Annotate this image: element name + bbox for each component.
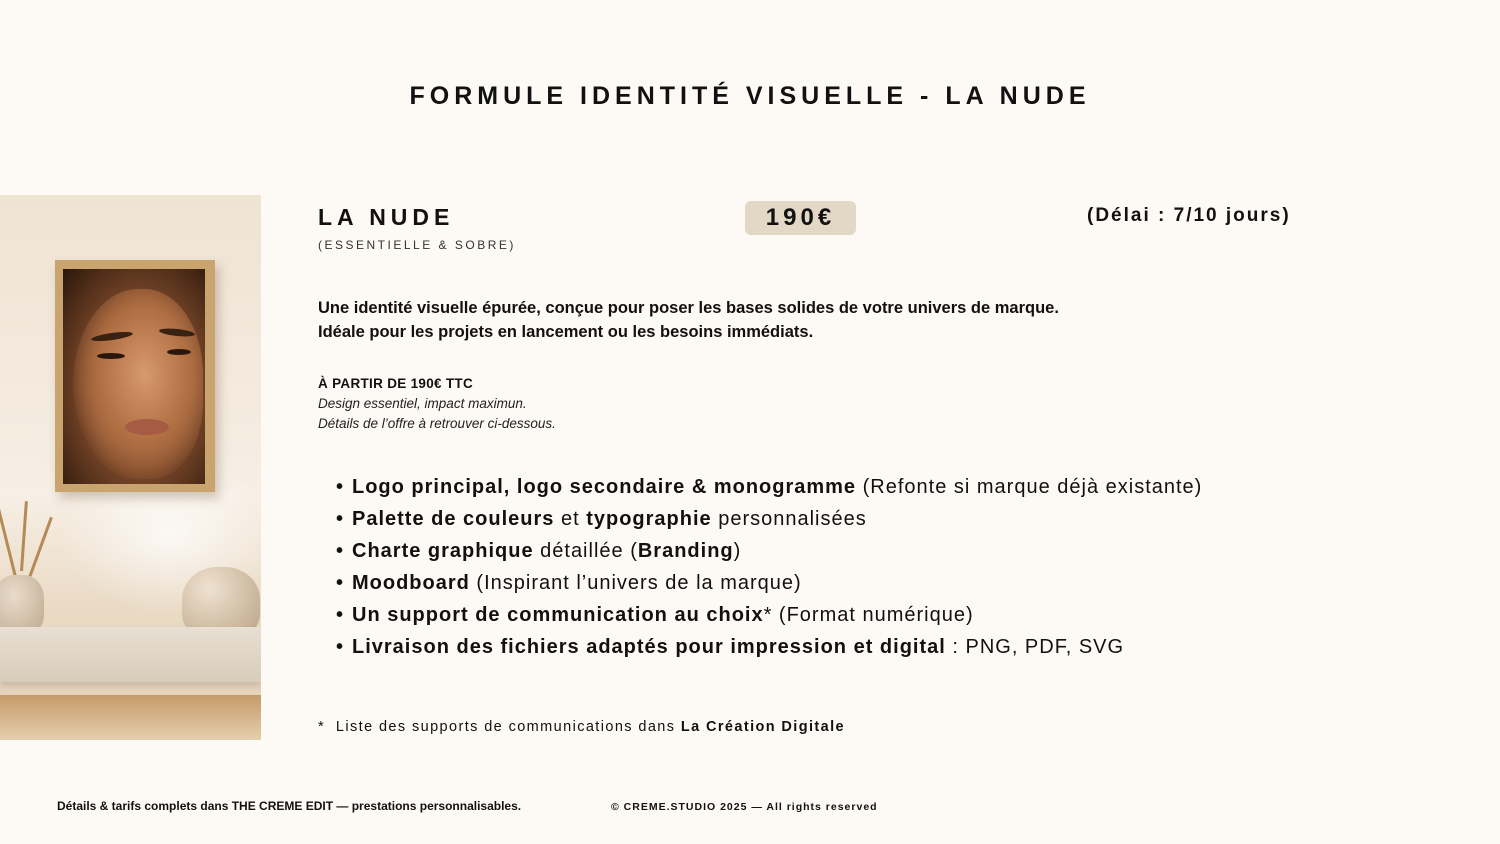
footnote-link-label: La Création Digitale [680, 719, 846, 735]
portrait-image [63, 269, 205, 484]
description-line-1: Une identité visuelle épurée, conçue pour poser les bases solides de votre univers de marque. [318, 299, 1059, 317]
footnote-star: * [318, 719, 326, 735]
vase-left [0, 575, 44, 633]
footer-note: Détails & tarifs complets dans THE CREME EDIT — prestations personnalisables. [57, 799, 522, 813]
portrait-eye-left [97, 353, 125, 359]
tagline-2: Détails de l’offre à retrouver ci-dessous. [318, 416, 556, 431]
delivery-delay: (Délai : 7/10 jours) [1087, 205, 1291, 226]
footnote-text: Liste des supports de communications dans [335, 719, 681, 735]
pampas-stem [20, 501, 28, 571]
starting-price: À PARTIR DE 190€ TTC [318, 376, 474, 391]
portrait-face [73, 289, 203, 479]
pampas-stem [0, 509, 17, 578]
portrait-eye-right [167, 349, 191, 355]
feature-item: • Charte graphique détaillée (Branding) [336, 540, 742, 562]
price-badge: 190€ [745, 201, 856, 235]
portrait-frame [55, 260, 215, 492]
interior-photo [0, 195, 261, 740]
offer-subtitle: (ESSENTIELLE & SOBRE) [318, 238, 516, 252]
feature-item: • Livraison des fichiers adaptés pour impression et digital : PNG, PDF, SVG [336, 636, 1125, 658]
stone-shelf [0, 627, 261, 682]
portrait-lips [125, 419, 169, 435]
feature-item: • Palette de couleurs et typographie personnalisées [336, 508, 867, 530]
footnote [318, 719, 845, 735]
tagline-1: Design essentiel, impact maximun. [318, 396, 527, 411]
offer-name: LA NUDE [318, 204, 455, 230]
page-title: FORMULE IDENTITÉ VISUELLE - LA NUDE [409, 82, 1091, 110]
footer-copyright: © CREME.STUDIO 2025 — All rights reserved [611, 801, 878, 813]
features-list [336, 472, 1202, 664]
pampas-stem [26, 517, 53, 584]
offer-description [318, 296, 1198, 344]
feature-item: • Un support de communication au choix* (Format numérique) [336, 604, 974, 626]
feature-item: • Logo principal, logo secondaire & monogramme (Refonte si marque déjà existante) [336, 476, 1203, 498]
feature-item: • Moodboard (Inspirant l’univers de la marque) [336, 572, 802, 594]
wooden-floor [0, 695, 261, 740]
description-line-2: Idéale pour les projets en lancement ou les besoins immédiats. [318, 323, 814, 341]
